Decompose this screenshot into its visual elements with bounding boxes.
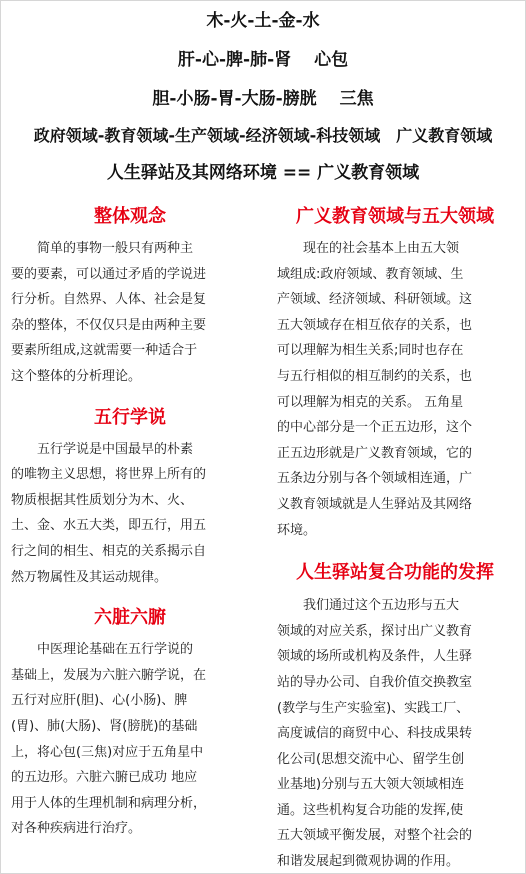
section-title: 六脏六腑	[94, 607, 166, 629]
section-title: 五行学说	[94, 406, 166, 428]
section-body	[277, 236, 513, 543]
text-line: 产领域、经济领域、科研领域。这	[277, 292, 473, 308]
text-line: 这个整体的分析理论。	[11, 368, 142, 384]
text-line: 上，将心包(三焦)对应于五角星中	[11, 744, 204, 760]
text-line: 然万物属性及其运动规律。	[11, 569, 168, 585]
header-viscera-line: 胆-小肠-胃-大肠-膀胱 三焦	[152, 89, 374, 109]
text-line: 的中心部分是一个正五边形，这个	[277, 420, 473, 436]
text-line: (胃)、肺(大肠)、肾(膀胱)的基础	[11, 718, 198, 734]
section-title: 人生驿站复合功能的发挥	[296, 562, 494, 584]
text-line: 通。这些机构复合功能的发挥,使	[277, 802, 464, 818]
text-line: 杂的整体，不仅仅只是由两种主要	[11, 317, 207, 333]
text-line: 用于人体的生理机制和病理分析，	[11, 795, 207, 811]
section-five-elements	[11, 406, 249, 591]
text-line: 现在的社会基本上由五大领	[303, 241, 460, 256]
text-line: 业基地)分别与五大领大领域相连	[277, 777, 465, 793]
text-line: 土、金、水五大类，即五行，用五	[11, 518, 207, 534]
text-line: 简单的事物一般只有两种主	[37, 241, 194, 256]
header-domains-line: 政府领域-教育领域-生产领域-经济领域-科技领域 广义教育领域	[33, 126, 493, 145]
section-body	[11, 637, 249, 842]
section-broad-education	[277, 205, 513, 543]
text-line: 领域的对应关系，探讨出广义教育	[277, 623, 473, 639]
section-title: 广义教育领域与五大领域	[296, 206, 494, 227]
text-line: 高度诚信的商贸中心、科技成果转	[277, 726, 473, 742]
text-line: 和谐发展起到微观协调的作用。	[277, 854, 460, 870]
text-line: (教学与生产实验室)、实践工厂、	[277, 700, 470, 716]
section-body	[277, 593, 513, 874]
text-line: 物质根据其性质划分为木、火、	[11, 492, 194, 508]
text-line: 站的导办公司、自我价值交换教室	[277, 674, 473, 690]
text-line: 环境。	[277, 522, 317, 538]
text-line: 正五边形就是广义教育领域，它的	[277, 445, 473, 461]
text-line: 的五边形。六脏六腑已成功 地应	[11, 770, 198, 786]
text-line: 化公司(思想交流中心、留学生创	[277, 751, 465, 767]
header-organs-line: 肝-心-脾-肺-肾 心包	[177, 50, 349, 70]
section-body	[11, 437, 249, 591]
section-title: 整体观念	[94, 206, 166, 227]
section-holistic-concept	[11, 205, 249, 390]
text-line: 行之间的相生、相克的关系揭示自	[11, 543, 207, 559]
section-station-functions	[277, 561, 513, 874]
text-line: 五行学说是中国最早的朴素	[37, 441, 194, 457]
text-line: 义教育领域就是人生驿站及其网络	[277, 496, 473, 512]
text-line: 五条边分别与各个领域相连通，广	[277, 471, 473, 487]
text-line: 我们通过这个五边形与五大	[303, 598, 460, 614]
text-line: 要素所组成,这就需要一种适合于	[11, 343, 198, 359]
text-line: 的唯物主义思想，将世界上所有的	[11, 467, 207, 483]
text-line: 基础上，发展为六脏六腑学说，在	[11, 667, 207, 683]
text-line: 领域的场所或机构及条件，人生驿	[277, 649, 473, 665]
left-column	[11, 205, 249, 842]
text-line: 域组成:政府领域、教育领域、生	[277, 266, 464, 282]
right-column	[277, 205, 513, 874]
section-six-organs	[11, 606, 249, 842]
text-line: 五大领域平衡发展，对整个社会的	[277, 828, 473, 844]
text-line: 要的要素，可以通过矛盾的学说进	[11, 266, 207, 282]
text-line: 可以理解为相生关系;同时也存在	[277, 343, 464, 359]
text-line: 与五行相似的相互制约的关系，也	[277, 368, 473, 384]
text-line: 五大领域存在相互依存的关系，也	[277, 317, 473, 333]
section-body	[11, 236, 249, 390]
text-line: 五行对应肝(胆)、心(小肠)、脾	[11, 693, 188, 709]
header-equation-line: 人生驿站及其网络环境 == 广义教育领域	[106, 163, 420, 183]
header-elements-line: 木-火-土-金-水	[206, 11, 320, 31]
text-line: 对各种疾病进行治疗。	[11, 821, 142, 837]
text-line: 可以理解为相克的关系。 五角星	[277, 394, 464, 410]
text-line: 行分析。自然界、人体、社会是复	[11, 292, 207, 308]
text-line: 中医理论基础在五行学说的	[37, 642, 194, 658]
